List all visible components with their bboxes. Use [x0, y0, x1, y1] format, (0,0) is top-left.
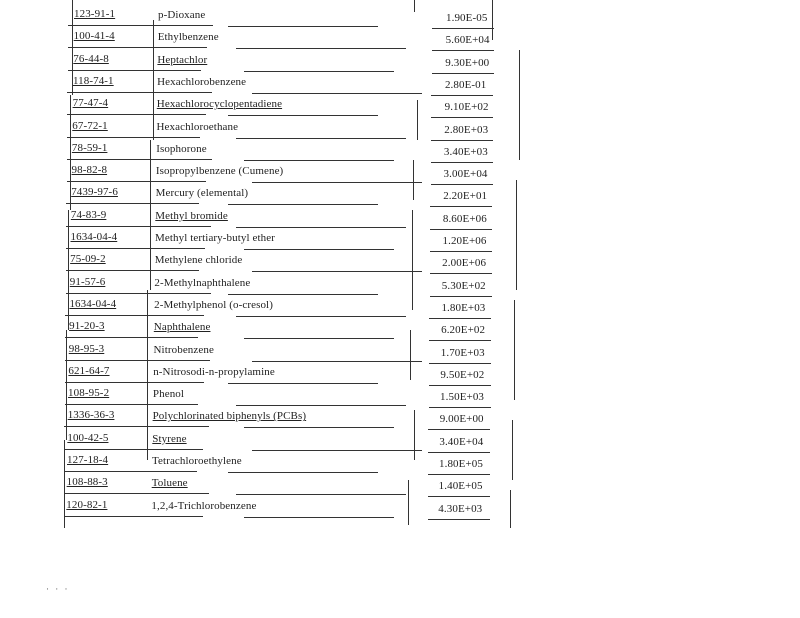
row-rule: [252, 450, 422, 451]
cas-number: 74-83-9: [70, 208, 107, 221]
row-rule: [67, 159, 212, 160]
row-rule: [65, 315, 204, 316]
row-rule: [236, 494, 406, 495]
column-border: [410, 330, 411, 380]
column-border: [516, 180, 517, 290]
cas-number: 1336-36-3: [67, 409, 115, 422]
value-cell: 9.10E+02: [444, 101, 489, 114]
row-rule: [431, 184, 493, 185]
chemical-name: 2-Methylnaphthalene: [154, 276, 251, 289]
row-rule: [236, 227, 406, 228]
chemical-name: Isophorone: [156, 142, 207, 155]
chemical-name: 1,2,4-Trichlorobenzene: [151, 499, 257, 512]
value-cell: 4.30E+03: [438, 502, 483, 515]
row-rule: [428, 429, 490, 430]
value-cell: 3.40E+04: [439, 435, 484, 448]
value-cell: 1.80E+05: [439, 458, 483, 470]
chemical-name: Isopropylbenzene (Cumene): [155, 165, 284, 178]
cas-number: 108-88-3: [66, 476, 108, 489]
column-border: [510, 490, 511, 528]
row-rule: [236, 316, 406, 317]
row-rule: [429, 340, 491, 341]
cas-number: 78-59-1: [71, 141, 108, 154]
chemical-name: Methyl bromide: [155, 209, 228, 222]
column-border: [492, 0, 493, 40]
row-rule: [65, 337, 198, 338]
row-rule: [66, 248, 205, 249]
value-cell: 1.20E+06: [442, 235, 487, 247]
row-rule: [236, 138, 406, 139]
column-border: [413, 160, 414, 200]
cas-number: 123-91-1: [74, 8, 116, 20]
chemical-name: Methylene chloride: [154, 254, 243, 267]
column-border: [153, 20, 154, 140]
column-border: [519, 50, 520, 160]
row-rule: [430, 296, 492, 297]
row-rule: [67, 181, 206, 182]
row-rule: [430, 229, 492, 230]
row-rule: [68, 47, 207, 48]
row-rule: [65, 382, 204, 383]
column-border: [72, 0, 73, 95]
row-rule: [64, 426, 209, 427]
row-rule: [429, 407, 491, 408]
row-rule: [252, 271, 422, 272]
value-cell: 9.50E+02: [440, 368, 485, 381]
chemical-name: Mercury (elemental): [155, 187, 249, 200]
chemical-name: Nitrobenzene: [153, 343, 214, 356]
row-rule: [428, 452, 490, 453]
row-rule: [429, 363, 491, 364]
row-rule: [68, 70, 201, 71]
row-rule: [228, 26, 378, 27]
value-cell: 2.80E-01: [444, 78, 487, 91]
column-border: [70, 95, 71, 210]
cas-number: 76-44-8: [73, 52, 109, 65]
cas-number: 77-47-4: [72, 97, 109, 110]
value-cell: 5.60E+04: [445, 34, 490, 47]
chemical-name: Naphthalene: [153, 321, 211, 334]
row-rule: [67, 114, 206, 115]
row-rule: [431, 117, 493, 118]
cas-number: 1634-04-4: [69, 297, 117, 310]
column-border: [414, 410, 415, 460]
row-rule: [432, 50, 494, 51]
chemical-name: Hexachlorobenzene: [157, 75, 247, 88]
chemical-name: Heptachlor: [157, 53, 208, 66]
row-rule: [252, 93, 422, 94]
row-rule: [244, 517, 394, 518]
row-rule: [64, 516, 203, 517]
column-border: [514, 300, 515, 400]
row-rule: [64, 493, 209, 494]
cas-number: 98-95-3: [68, 342, 105, 355]
column-border: [147, 290, 148, 460]
row-rule: [431, 162, 493, 163]
row-rule: [228, 383, 378, 384]
row-rule: [65, 360, 210, 361]
chemical-name: Phenol: [152, 388, 185, 401]
row-rule: [228, 204, 378, 205]
value-cell: 8.60E+06: [442, 212, 487, 225]
cas-number: 108-95-2: [68, 387, 110, 400]
row-rule: [236, 405, 406, 406]
row-rule: [244, 427, 394, 428]
row-rule: [228, 115, 378, 116]
cas-number: 621-64-7: [68, 364, 110, 377]
row-rule: [430, 206, 492, 207]
row-rule: [64, 471, 197, 472]
value-cell: 1.50E+03: [440, 391, 485, 404]
cas-number: 67-72-1: [72, 119, 108, 132]
chemical-name: Toluene: [151, 477, 188, 490]
cas-number: 75-09-2: [70, 253, 106, 266]
row-rule: [67, 137, 200, 138]
row-rule: [252, 182, 422, 183]
cas-number: 120-82-1: [66, 498, 108, 511]
row-rule: [66, 203, 199, 204]
row-rule: [68, 25, 213, 26]
column-border: [417, 100, 418, 140]
column-border: [414, 0, 415, 12]
cas-number: 91-20-3: [69, 320, 105, 333]
value-cell: 6.20E+02: [441, 324, 486, 337]
row-rule: [228, 472, 378, 473]
chemical-name: Styrene: [152, 432, 187, 445]
value-cell: 1.80E+03: [441, 301, 486, 314]
row-rule: [244, 249, 394, 250]
value-cell: 2.20E+01: [443, 190, 488, 203]
row-rule: [244, 338, 394, 339]
column-border: [66, 330, 67, 440]
value-cell: 3.00E+04: [443, 168, 488, 181]
chemical-name: 2-Methylphenol (o-cresol): [154, 298, 273, 311]
row-rule: [429, 318, 491, 319]
chemical-name: Ethylbenzene: [157, 31, 219, 44]
row-rule: [431, 95, 493, 96]
row-rule: [66, 226, 211, 227]
row-rule: [228, 294, 378, 295]
row-rule: [431, 140, 493, 141]
footnote-mark: · · ·: [46, 584, 70, 594]
cas-number: 7439-97-6: [71, 186, 118, 199]
value-cell: 1.40E+05: [438, 480, 483, 493]
cas-number: 1634-04-4: [70, 231, 118, 243]
chemical-name: Hexachloroethane: [156, 120, 239, 133]
row-rule: [428, 496, 490, 497]
column-border: [512, 420, 513, 480]
value-cell: 2.00E+06: [442, 257, 487, 270]
row-rule: [432, 28, 494, 29]
cas-number: 100-41-4: [73, 30, 115, 43]
cas-number: 91-57-6: [69, 275, 106, 288]
column-border: [64, 440, 65, 528]
column-border: [408, 480, 409, 525]
column-border: [68, 210, 69, 330]
column-border: [412, 210, 413, 310]
row-rule: [428, 519, 490, 520]
chemical-name: Methyl tertiary-butyl ether: [155, 232, 275, 244]
chemical-name: Hexachlorocyclopentadiene: [156, 98, 283, 111]
row-rule: [64, 449, 203, 450]
row-rule: [429, 385, 491, 386]
row-rule: [236, 48, 406, 49]
chemical-name: n-Nitrosodi-n-propylamine: [153, 365, 275, 378]
value-cell: 2.80E+03: [444, 123, 489, 136]
row-rule: [244, 160, 394, 161]
cas-number: 118-74-1: [72, 74, 114, 87]
row-rule: [430, 251, 492, 252]
chemical-name: Tetrachloroethylene: [152, 455, 242, 467]
cas-number: 98-82-8: [71, 164, 108, 177]
cas-number: 100-42-5: [67, 431, 109, 444]
value-cell: 5.30E+02: [441, 279, 486, 292]
value-cell: 1.90E-05: [446, 12, 488, 24]
row-rule: [432, 73, 494, 74]
chemical-name: p-Dioxane: [158, 9, 206, 21]
value-cell: 3.40E+03: [443, 145, 488, 158]
row-rule: [66, 270, 199, 271]
chemical-name: Polychlorinated biphenyls (PCBs): [152, 410, 307, 423]
value-cell: 9.00E+00: [439, 413, 484, 426]
row-rule: [244, 71, 394, 72]
row-rule: [428, 474, 490, 475]
row-rule: [252, 361, 422, 362]
row-rule: [430, 273, 492, 274]
row-rule: [65, 404, 198, 405]
value-cell: 1.70E+03: [440, 346, 485, 359]
cas-number: 127-18-4: [67, 454, 109, 466]
column-border: [150, 140, 151, 290]
value-cell: 9.30E+00: [445, 56, 490, 69]
row-rule: [67, 92, 212, 93]
row-rule: [66, 293, 211, 294]
